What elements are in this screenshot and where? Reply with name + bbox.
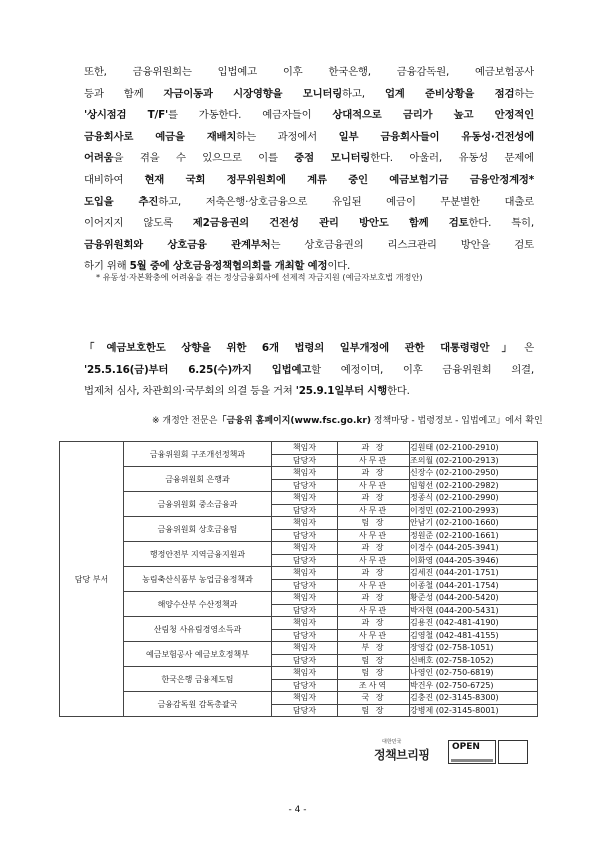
text-line — [84, 213, 534, 235]
contact-role: 담당자 — [272, 604, 338, 617]
contact-name-phone: 이경수 (044-205-3941) — [410, 542, 538, 555]
text: 하고, 저축은행·상호금융으로 유입된 예금이 무분별한 대출로 — [158, 195, 534, 208]
bold-text: '상시점검 T/F' — [84, 109, 168, 122]
bold-text: 도입을 추진 — [84, 195, 159, 208]
contact-name-phone: 이정민 (02-2100-2993) — [410, 504, 538, 517]
contact-role: 담당자 — [272, 704, 338, 717]
contact-name-phone: 안남기 (02-2100-1660) — [410, 517, 538, 530]
contact-role: 책임자 — [272, 642, 338, 655]
bold-text: '25.9.1일부터 시행 — [295, 385, 387, 398]
contact-position: 부 장 — [338, 642, 410, 655]
contact-position: 사무관 — [338, 554, 410, 567]
contact-role: 책임자 — [272, 567, 338, 580]
text: 한다. — [386, 385, 410, 398]
contact-position: 과 장 — [338, 442, 410, 455]
contact-name-phone: 신장수 (02-2100-2950) — [410, 467, 538, 480]
text: 대비하여 — [84, 173, 145, 186]
note-link-text: 「금융위 홈페이지(www.fsc.go.kr) — [217, 416, 371, 426]
bold-text: 현재 국회 정무위원회에 계류 중인 예금보험기금 금융안정계정* — [144, 173, 534, 186]
contact-name-phone: 박건우 (02-750-6725) — [410, 679, 538, 692]
open-license-logo: OPEN — [448, 740, 496, 764]
contact-role: 담당자 — [272, 579, 338, 592]
text: 할 예정이며, 이후 금융위원회 의결, — [311, 363, 534, 376]
department-name: 금융감독원 감독총괄국 — [124, 692, 272, 717]
bold-text: 「예금보호한도 상향을 위한 6개 법령의 일부개정에 관한 대통령령안」 — [84, 342, 525, 354]
contact-position: 국 장 — [338, 692, 410, 705]
text: 한다. 아울러, 유동성 문제에 — [370, 152, 534, 165]
department-name: 행정안전부 지역금융지원과 — [124, 542, 272, 567]
body-paragraph-2 — [84, 338, 534, 403]
contact-position: 과 장 — [338, 617, 410, 630]
contact-role: 책임자 — [272, 617, 338, 630]
contact-name-phone: 신배호 (02-758-1052) — [410, 654, 538, 667]
contact-table — [59, 441, 538, 717]
text: 하는 — [514, 87, 534, 100]
text-line — [84, 62, 534, 84]
text: 은 — [524, 342, 534, 354]
reference-note — [152, 413, 543, 426]
contact-position: 사무관 — [338, 479, 410, 492]
policy-briefing-logo: 대한민국 정책브리핑 — [374, 739, 430, 762]
contact-name-phone: 이종철 (044-201-1754) — [410, 579, 538, 592]
contact-name-phone: 이화영 (044-205-3946) — [410, 554, 538, 567]
contact-role: 책임자 — [272, 467, 338, 480]
contact-role: 책임자 — [272, 667, 338, 680]
text-line — [84, 235, 534, 257]
contact-name-phone: 김세진 (044-201-1751) — [410, 567, 538, 580]
text-line — [84, 338, 534, 360]
table-row — [60, 692, 538, 705]
bold-text: 어려움 — [84, 152, 114, 165]
page-number: - 4 - — [288, 805, 307, 815]
license-type-icon — [498, 740, 528, 764]
bold-text: 제2금융권의 건전성 관리 방안도 함께 검토 — [192, 217, 469, 230]
contact-name-phone: 김충진 (02-3145-8300) — [410, 692, 538, 705]
contact-position: 사무관 — [338, 504, 410, 517]
contact-position: 사무관 — [338, 579, 410, 592]
text: 한다. 특히, — [468, 217, 534, 230]
text: 을 겪을 수 있으므로 이를 — [113, 152, 295, 165]
department-name: 산림청 사유림경영소득과 — [124, 617, 272, 642]
text-line — [84, 192, 534, 214]
contact-name-phone: 김원태 (02-2100-2910) — [410, 442, 538, 455]
table-row — [60, 442, 538, 455]
contact-name-phone: 조의월 (02-2100-2913) — [410, 454, 538, 467]
bold-text: 금융회사로 예금을 재배치 — [84, 130, 237, 143]
contact-name-phone: 나영인 (02-750-6819) — [410, 667, 538, 680]
contact-role: 담당자 — [272, 654, 338, 667]
contact-role: 담당자 — [272, 479, 338, 492]
contact-role: 담당자 — [272, 454, 338, 467]
text: 이다. — [327, 260, 351, 273]
contact-name-phone: 김영철 (042-481-4155) — [410, 629, 538, 642]
contact-position: 사무관 — [338, 604, 410, 617]
text: 법제처 심사, 차관회의·국무회의 의결 등을 거쳐 — [84, 385, 296, 398]
text: 하기 위해 — [84, 260, 130, 273]
contact-name-phone: 황준성 (044-200-5420) — [410, 592, 538, 605]
contact-role: 책임자 — [272, 442, 338, 455]
contact-position: 과 장 — [338, 542, 410, 555]
bold-text: '25.5.16(금)부터 6.25(수)까지 입법예고 — [84, 363, 312, 376]
contact-role: 담당자 — [272, 529, 338, 542]
contact-role: 책임자 — [272, 592, 338, 605]
contact-name-phone: 강병제 (02-3145-8001) — [410, 704, 538, 717]
contact-position: 사무관 — [338, 529, 410, 542]
footnote: * 유동성·자본확충에 어려움을 겪는 정상금융회사에 선제적 자금지원 (예금자보호법 개정안) — [96, 272, 423, 282]
contact-name-phone: 김용진 (042-481-4190) — [410, 617, 538, 630]
table-row — [60, 542, 538, 555]
department-name: 농림축산식품부 농업금융정책과 — [124, 567, 272, 592]
contact-position: 팀 장 — [338, 517, 410, 530]
contact-name-phone: 정원준 (02-2100-1661) — [410, 529, 538, 542]
text: 등과 함께 — [84, 87, 164, 100]
contact-position: 사무관 — [338, 629, 410, 642]
contact-position: 과 장 — [338, 467, 410, 480]
contact-role: 담당자 — [272, 629, 338, 642]
bold-text: 일부 금융회사들이 유동성·건전성에 — [338, 130, 534, 143]
contact-role: 책임자 — [272, 692, 338, 705]
contact-name-phone: 장영갑 (02-758-1051) — [410, 642, 538, 655]
body-paragraph-1 — [84, 62, 534, 278]
department-name: 한국은행 금융제도팀 — [124, 667, 272, 692]
department-name: 금융위원회 상호금융팀 — [124, 517, 272, 542]
note-rest: 정책마당 - 법령정보 - 입법예고」에서 확인 — [370, 416, 543, 426]
bold-text: 상대적으로 금리가 높고 안정적인 — [332, 109, 534, 122]
contact-role: 담당자 — [272, 679, 338, 692]
table-row — [60, 567, 538, 580]
text: 또한, 금융위원회는 입법예고 이후 한국은행, 금융감독원, 예금보험공사 — [84, 66, 534, 78]
table-row — [60, 592, 538, 605]
contact-position: 팀 장 — [338, 654, 410, 667]
text: 이어지지 않도록 — [84, 217, 193, 230]
text: 하는 과정에서 — [236, 130, 339, 143]
bold-text: 금융위원회와 상호금융 관계부처 — [84, 238, 271, 251]
note-mark: ※ 개정안 전문은 — [152, 416, 218, 426]
contact-position: 과 장 — [338, 592, 410, 605]
text-line — [84, 170, 534, 192]
contact-role: 담당자 — [272, 554, 338, 567]
table-row — [60, 667, 538, 680]
text-line — [84, 360, 534, 382]
contact-name-phone: 박자현 (044-200-5431) — [410, 604, 538, 617]
table-row — [60, 467, 538, 480]
department-name: 금융위원회 은행과 — [124, 467, 272, 492]
department-name: 금융위원회 중소금융과 — [124, 492, 272, 517]
contact-role: 책임자 — [272, 517, 338, 530]
text: 는 상호금융권의 리스크관리 방안을 검토 — [270, 238, 534, 251]
table-row — [60, 517, 538, 530]
contact-position: 사무관 — [338, 454, 410, 467]
text-line — [84, 148, 534, 170]
bold-text: 5월 중에 상호금융정책협의회를 개최할 예정 — [129, 260, 328, 273]
table-row — [60, 642, 538, 655]
text-line — [84, 127, 534, 149]
footer-logos — [372, 738, 540, 766]
contact-position: 과 장 — [338, 492, 410, 505]
contact-position: 팀 장 — [338, 704, 410, 717]
bold-text: 중점 모니터링 — [294, 152, 371, 165]
text-line — [84, 84, 534, 106]
text-line — [84, 381, 534, 403]
text: 를 가동한다. 예금자들이 — [167, 109, 333, 122]
department-name: 금융위원회 구조개선정책과 — [124, 442, 272, 467]
contact-name-phone: 임형선 (02-2100-2982) — [410, 479, 538, 492]
bold-text: 자금이동과 시장영향을 모니터링 — [163, 87, 343, 100]
contact-role: 책임자 — [272, 492, 338, 505]
contact-position: 팀 장 — [338, 667, 410, 680]
contact-role: 책임자 — [272, 542, 338, 555]
text: 하고, — [342, 87, 385, 100]
contact-position: 과 장 — [338, 567, 410, 580]
text-line — [84, 105, 534, 127]
contact-role: 담당자 — [272, 504, 338, 517]
department-label: 담당 부서 — [60, 442, 124, 717]
contact-position: 조사역 — [338, 679, 410, 692]
department-name: 해양수산부 수산정책과 — [124, 592, 272, 617]
contact-name-phone: 정종식 (02-2100-2990) — [410, 492, 538, 505]
table-row — [60, 617, 538, 630]
table-row — [60, 492, 538, 505]
bold-text: 업계 준비상황을 점검 — [384, 87, 515, 100]
department-name: 예금보험공사 예금보호정책부 — [124, 642, 272, 667]
